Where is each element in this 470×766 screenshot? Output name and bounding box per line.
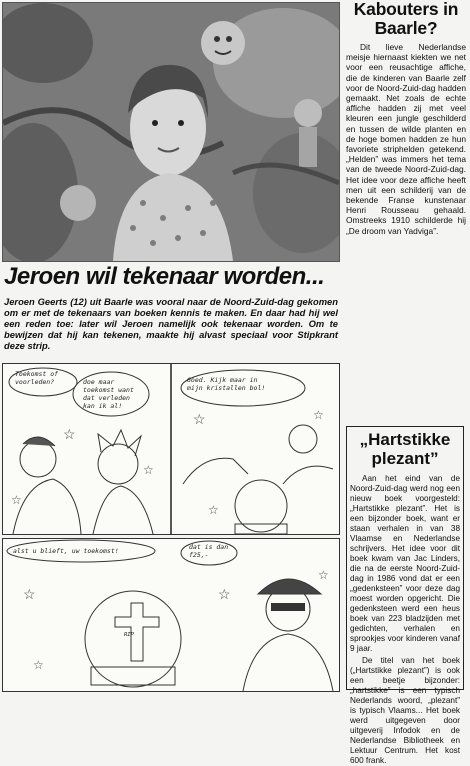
sidebar-box-hartstikke-plezant bbox=[346, 426, 464, 765]
svg-text:☆: ☆ bbox=[11, 493, 22, 507]
grave-text: RIP bbox=[124, 632, 134, 638]
girl-in-front-of-poster-photo bbox=[2, 2, 340, 262]
svg-text:☆: ☆ bbox=[313, 408, 324, 422]
svg-text:☆: ☆ bbox=[318, 568, 329, 582]
comic-bubble-3: Goed. Kijk maar in mijn kristallen bol! bbox=[187, 376, 266, 392]
svg-text:☆: ☆ bbox=[143, 463, 154, 477]
comic-bubble-4: alst u blieft, uw toekomst! bbox=[13, 547, 119, 555]
box-title: „Hartstikke plezant” bbox=[359, 430, 451, 468]
sidebar-title: Kabouters in Baarle? bbox=[353, 0, 459, 38]
comic-strip-row-2 bbox=[2, 538, 340, 692]
comic-bubble-5: dat is dan f25,- bbox=[189, 543, 229, 559]
sidebar-article-kabouters bbox=[346, 0, 466, 236]
sidebar-body: Dit lieve Nederlandse meisje hiernaast kiekten we net voor een reusachtige affiche, die de kinderen van Baarle zelf voor de Noord-Zuid-dag hadden gemaakt. Net zoals de echte affiche hadden zij met veel kleuren een jungle geschilderd en tussen de wilde planten en de hoge bomen hadden ze hun favoriete striphelden getekend. „Helden” was immers het tema van de tweede Noord-Zuid-dag. Het idee voor deze affiche heeft men uit een schilderij van de bekende Franse kunstenaar Henri Rousseau gehaald. Omstreeks 1910 schilderde hij „De droom van Yadviga”. bbox=[346, 42, 466, 236]
box-paragraph-1: Aan het eind van de Noord-Zuid-dag werd nog een nieuw boek voorgesteld: „Hartstikke plezant”. Het is een bijzonder boek, want er staan verhalen in van 38 Vlaamse en Nederlandse schrijvers. Het idee voor dit boek kwam van Jac Linders, die na de eerste Noord-Zuid-dag in 1986 vond dat er een „gedenksteen” voor deze dag moest worden opgericht. Die gedenksteen werd een heus boek van 223 bladzijden met gedichten, verhalen en sprookjes voor kinderen vanaf 9 jaar. bbox=[350, 474, 460, 653]
comic-bubble-2: doe maar toekomst want dat verleden kan ik al! bbox=[83, 378, 134, 410]
article-lead: Jeroen Geerts (12) uit Baarle was vooral naar de Noord-Zuid-dag gekomen om er met de tekenaars van boeken kennis te maken. En daar had hij wel een reden toe: later wil Jeroen namelijk ook tekenaar worden. Om te bewijzen dat hij kan tekenen, maakte hij alvast speciaal voor Stipkrant deze strip. bbox=[4, 296, 338, 351]
svg-text:☆: ☆ bbox=[218, 586, 231, 602]
comic-bubble-1: Toekomst of voorleden? bbox=[15, 370, 59, 386]
svg-text:☆: ☆ bbox=[193, 411, 206, 427]
svg-text:☆: ☆ bbox=[23, 586, 36, 602]
svg-text:☆: ☆ bbox=[33, 658, 44, 672]
comic-strip-row-1 bbox=[2, 363, 340, 535]
svg-text:☆: ☆ bbox=[63, 426, 76, 442]
article-headline: Jeroen wil tekenaar worden... bbox=[4, 263, 325, 290]
svg-text:☆: ☆ bbox=[208, 503, 219, 517]
box-paragraph-2: De titel van het boek („Hartstikke plezant”) is ook een beetje bijzonder: „hartstikke” is een typisch Nederlands woord, „plezant” is typisch Vlaams... Het boek werd uitgegeven door uitgeverij Infodok en de Nederlandse Bibliotheek en Lektuur Centrum. Het kost 600 frank. bbox=[350, 656, 460, 765]
